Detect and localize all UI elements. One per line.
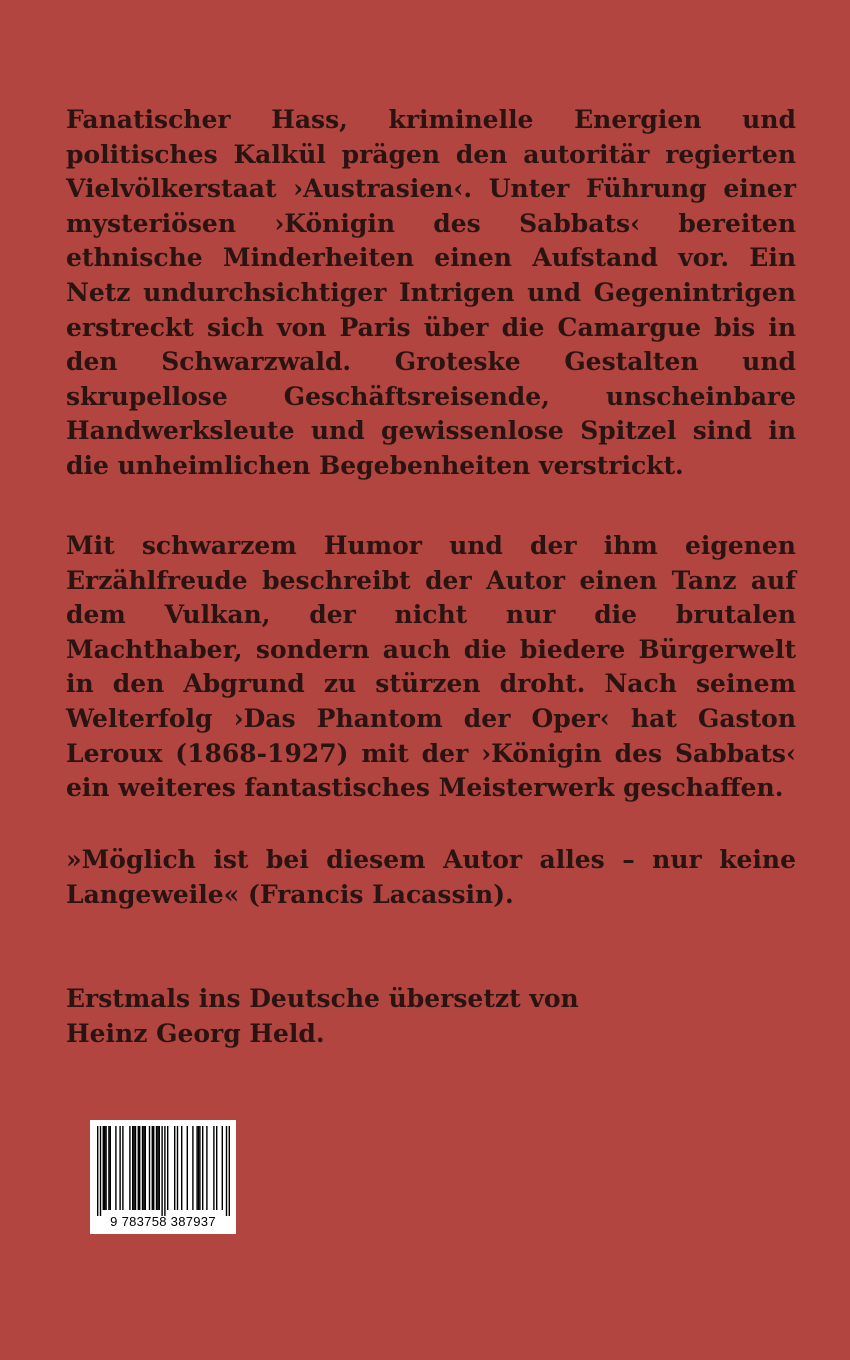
barcode-bar [192, 1126, 193, 1210]
barcode-bar [167, 1126, 168, 1210]
critic-quote [66, 843, 796, 912]
barcode-bar [153, 1126, 154, 1210]
description-paragraph-1 [66, 103, 796, 484]
barcode-bar [145, 1126, 146, 1210]
barcode-bar [115, 1126, 116, 1210]
description-paragraph-2 [66, 529, 796, 806]
barcode-bar [196, 1126, 197, 1210]
barcode-bar [213, 1126, 214, 1210]
barcode-bar [97, 1126, 98, 1216]
translation-credit [66, 982, 796, 1051]
barcode-bar [105, 1126, 106, 1210]
barcode-bar [129, 1126, 130, 1210]
translation-credit-line-1: Erstmals ins Deutsche übersetzt von [66, 984, 579, 1013]
barcode-bar [149, 1126, 150, 1210]
barcode-bar [206, 1126, 207, 1210]
critic-quote-text: »Möglich ist bei diesem Autor alles – nur keine Langeweile« (Francis Lacassin). [66, 845, 796, 909]
barcode-bar [198, 1126, 199, 1210]
barcode-bar [103, 1126, 104, 1210]
barcode-bar [143, 1126, 144, 1210]
barcode-bar [132, 1126, 133, 1210]
barcode-bar [104, 1126, 105, 1210]
barcode-bar [174, 1126, 175, 1210]
barcode-bar [110, 1126, 111, 1210]
barcode-bar [226, 1126, 227, 1216]
barcode-bar [152, 1126, 153, 1210]
barcode-bar [164, 1126, 165, 1216]
barcode-bar [100, 1126, 101, 1216]
barcode-bar [119, 1126, 120, 1210]
barcode-bar [108, 1126, 109, 1210]
barcode-bar [156, 1126, 157, 1210]
barcode-bar [139, 1126, 140, 1210]
barcode-bar [181, 1126, 182, 1210]
barcode-digits: 9 783758 387937 [110, 1214, 216, 1229]
description-text-2: Mit schwarzem Humor und der ihm eigenen Erzählfreude beschreibt der Autor einen Tanz auf dem Vulkan, der nicht nur die brutalen Machthaber, sondern auch die biedere Bürgerwelt in den Abgrund zu stürzen droht. Nach seinem Welterfolg ›Das Phantom der Oper‹ hat Gaston Leroux (1868-1927) mit der ›Königin des Sabbats‹ ein weiteres fantastisches Meisterwerk geschaffen. [66, 531, 796, 803]
description-text-1: Fanatischer Hass, kriminelle Energien und politisches Kalkül prägen den autoritär regierten Vielvölkerstaat ›Austrasien‹. Unter Führung einer mysteriösen ›Königin des Sabbats‹ bereiten ethnische Minderheiten einen Aufstand vor. Ein Netz undurchsichtiger Intrigen und Gegenintrigen erstreckt sich von Paris über die Camargue bis in den Schwarzwald. Groteske Gestalten und skrupellose Geschäftsreisende, unscheinbare Handwerksleute und gewissenlose Spitzel sind in die unheimlichen Begebenheiten verstrickt. [66, 105, 796, 480]
barcode-bar [202, 1126, 203, 1210]
barcode-bar [159, 1126, 160, 1210]
barcode-bar [177, 1126, 178, 1210]
barcode-bar [222, 1126, 223, 1210]
barcode-bars [90, 1120, 236, 1216]
barcode-bar [229, 1126, 230, 1216]
barcode-bar [216, 1126, 217, 1210]
barcode-bar [161, 1126, 162, 1216]
isbn-barcode [90, 1120, 236, 1234]
barcode-bar [135, 1126, 136, 1210]
barcode-bar [199, 1126, 200, 1210]
barcode-bar [142, 1126, 143, 1210]
barcode-bar [157, 1126, 158, 1210]
barcode-bar [138, 1126, 139, 1210]
barcode-bar [122, 1126, 123, 1210]
barcode-bar [133, 1126, 134, 1210]
translation-credit-line-2: Heinz Georg Held. [66, 1018, 325, 1048]
barcode-bar [187, 1126, 188, 1210]
